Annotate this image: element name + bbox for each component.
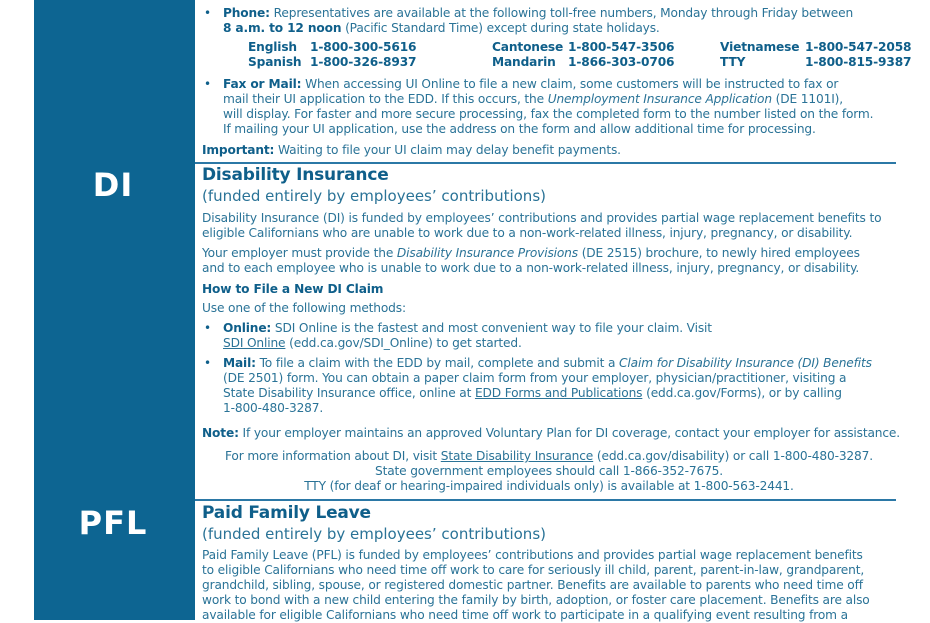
section-divider-pfl <box>195 499 896 501</box>
phone-number[interactable]: 1-800-300-5616 <box>310 40 417 54</box>
state-disability-insurance-link[interactable]: State Disability Insurance <box>440 449 594 463</box>
bullet-icon: • <box>204 321 211 335</box>
how-to-file-heading: How to File a New DI Claim <box>202 282 384 296</box>
phone-number[interactable]: 1-800-547-2058 <box>805 40 912 54</box>
fax-mail-label: Fax or Mail: <box>223 77 302 91</box>
section-subtitle-di: (funded entirely by employees’ contributions) <box>202 187 546 205</box>
section-title-pfl: Paid Family Leave <box>202 503 371 523</box>
section-title-di: Disability Insurance <box>202 165 389 185</box>
section-subtitle-pfl: (funded entirely by employees’ contributions) <box>202 525 546 543</box>
section-divider-di <box>195 162 896 164</box>
phone-number[interactable]: 1-800-547-3506 <box>568 40 675 54</box>
phone-number[interactable]: 1-866-303-0706 <box>568 55 675 69</box>
phone-label: Phone: <box>223 6 270 20</box>
phone-number[interactable]: 1-800-815-9387 <box>805 55 912 69</box>
sidebar <box>34 0 192 620</box>
sidebar-label-di: DI <box>92 166 134 204</box>
bullet-icon: • <box>204 356 211 370</box>
sdi-online-link[interactable]: SDI Online <box>223 336 286 350</box>
ui-important-note: Important: Waiting to file your UI claim may delay benefit payments. <box>202 143 621 157</box>
di-note: Note: If your employer maintains an approved Voluntary Plan for DI coverage, contact your employer for assistance. <box>202 426 900 440</box>
bullet-icon: • <box>204 77 211 91</box>
phone-hours: 8 a.m. to 12 noon <box>223 21 342 35</box>
bullet-icon: • <box>204 6 211 20</box>
di-more-info: For more information about DI, visit State Disability Insurance (edd.ca.gov/disability) or call 1-800-480-3287. <box>225 449 873 463</box>
sidebar-label-pfl: PFL <box>78 504 148 542</box>
edd-forms-link[interactable]: EDD Forms and Publications <box>474 386 643 400</box>
content-left-border <box>192 0 195 620</box>
phone-number[interactable]: 1-800-326-8937 <box>310 55 417 69</box>
